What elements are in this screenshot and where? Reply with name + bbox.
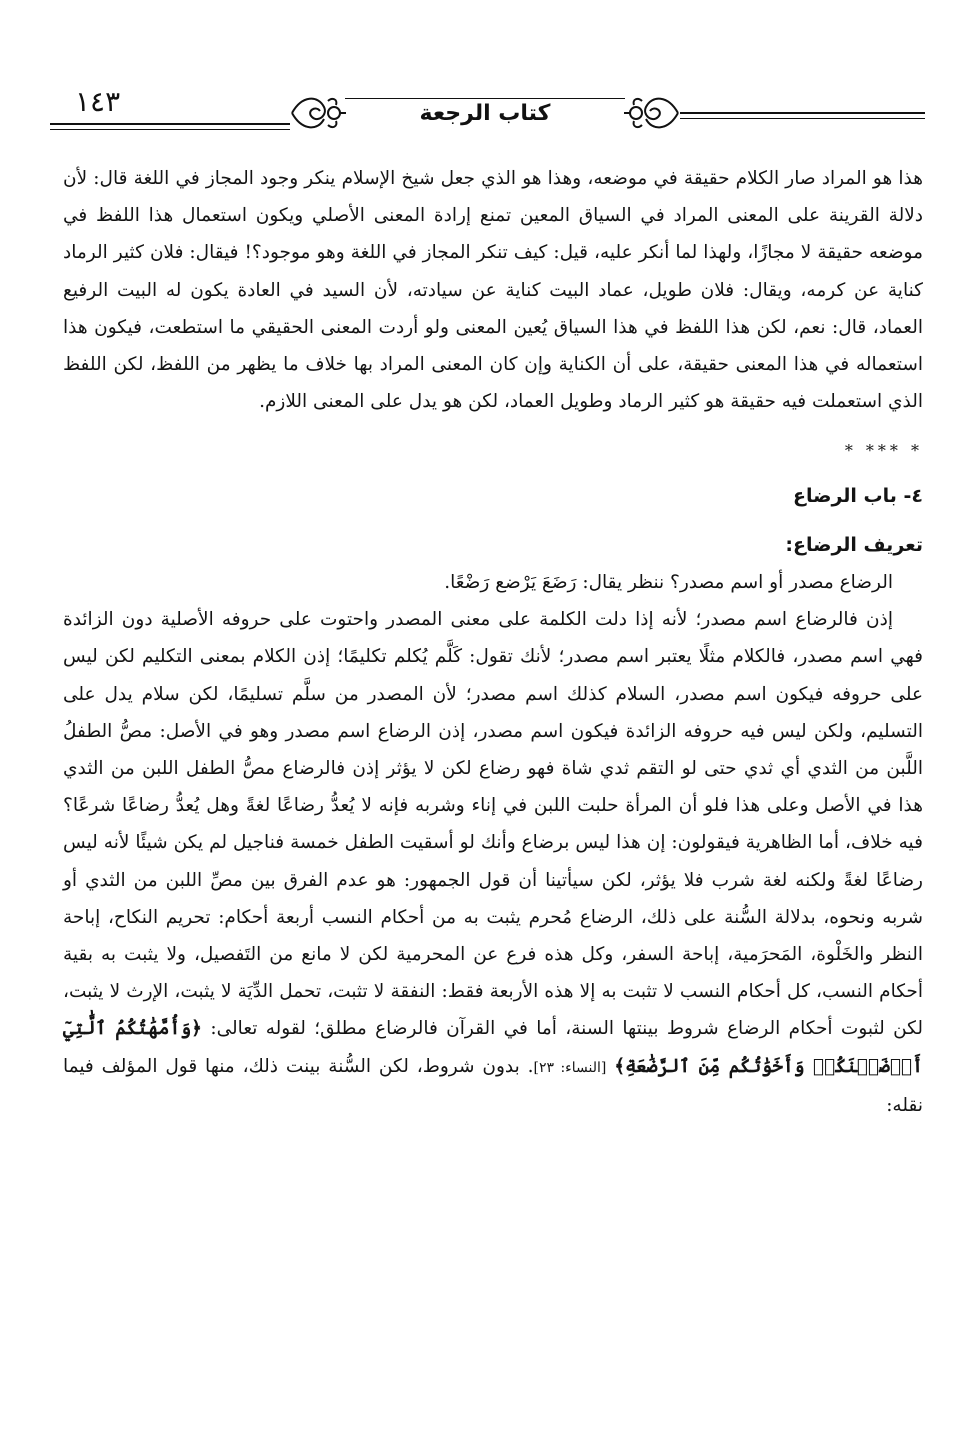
paragraph-with-verse [63,601,923,1124]
page-number: ١٤٣ [75,85,121,118]
body-text [63,160,923,1124]
header-rule-right-thin [680,118,925,119]
book-title: كتاب الرجعة [419,101,551,126]
page-header [40,85,925,145]
header-rule-left [50,123,290,125]
header-rule-left-thin [50,129,290,130]
surah-reference: [النساء: ٢٣] [533,1059,607,1076]
paragraph: هذا هو المراد صار الكلام حقيقة في موضعه، وهذا هو الذي جعل شيخ الإسلام ينكر وجود المجاز في اللغة قال: لأن دلالة القرينة على المعنى المراد في السياق المعين تمنع إرادة المعنى الأصلي ويكون استعمال هذا اللفظ في موضعه حقيقة لا مجازًا، ولهذا لما أنكر عليه، قيل: كيف تنكر المجاز في اللغة وهو موجود؟! فيقال: فلان كثير الرماد كناية عن كرمه، ويقال: فلان طويل، عماد البيت كناية عن سيادته، لأن السيد في العادة يكون له البيت الرفيع العماد، قال: نعم، لكن هذا اللفظ في هذا السياق يُعين المعنى ولو أردت المعنى الحقيقي ما استطعت، فيكون هذا استعماله في هذا المعنى حقيقة، على أن الكناية وإن كان المعنى المراد بها خلاف ما يظهر من اللفظ، لكن اللفظ الذي استعملت فيه حقيقة هو كثير الرماد وطويل العماد، لكن هو يدل على المعنى اللازم. [63,168,923,413]
quran-verse: ﴿وَأُمَّهَٰتُكُمُ ٱلَّٰتِيٓ أَرۡضَعۡنَكُمۡ وَأَخَوَٰتُكُم مِّنَ ٱلرَّضَٰعَةِ﴾ [63,1018,923,1077]
paragraph-text: إذن فالرضاع اسم مصدر؛ لأنه إذا دلت الكلمة على معنى المصدر واحتوت على حروفه الأصلية دون الزائدة فهي اسم مصدر، فالكلام مثلًا يعتبر اسم مصدر؛ لأنك تقول: كَلَّم يُكلم تكليمًا؛ إذن الكلام بمعنى التكليم لكن ليس على حروفه فيكون اسم مصدر، السلام كذلك اسم مصدر؛ لأن المصدر من سلَّم تسليمًا، لكن سلام يدل على التسليم، ولكن ليس فيه حروفه الزائدة فيكون اسم مصدر، إذن الرضاع اسم مصدر وهو في الأصل: مصُّ الطفلُ اللَّبن من الثدي أي ثدي حتى لو التقم ثدي شاة فهو رضاع لكن لا يؤثر إذن فالرضاع مصُّ الطفل اللبن من الثدي هذا في الأصل وعلى هذا فلو أن المرأة حلبت اللبن في إناء وشربه فإنه لا يُعدُّ رضاعًا لغةً وهل يُعدُّ رضاعًا شرعًا؟ فيه خلاف، أما الظاهرية فيقولون: إن هذا ليس برضاع وأنك لو أسقيت الطفل خمسة فناجيل لم يكن شيئًا لأنه ليس رضاعًا لغةً ولكنه لغة شرب فلا يؤثر، لكن سيأتينا أن قول الجمهور: هو عدم الفرق بين مصِّ اللبن من الثدي أو شربه ونحوه، بدلالة السُّنة على ذلك، الرضاع مُحرم يثبت به من أحكام النسب أربعة أحكام: تحريم النكاح، إباحة النظر والخَلْوة، المَحرَمية، إباحة السفر، وكل هذه فرع عن المحرمية لكن لا مانع من التَفصيل، ولا يثبت به بقية أحكام النسب، كل أحكام النسب لا تثبت به إلا هذه الأربعة فقط: النفقة لا تثبت، تحمل الدِّيَة لا يثبت، الإرث لا يثبت، لكن لثبوت أحكام الرضاع شروط بينتها السنة، أما في القرآن فالرضاع مطلق؛ لقوله تعالى: [63,609,924,1040]
chapter-title: ٤- باب الرضاع [792,484,923,507]
section-separator: * *** * [844,441,923,461]
header-rule-right [680,112,925,114]
ornament-right-icon [622,89,682,137]
ornament-left-icon [288,89,348,137]
header-rule-center [345,98,625,99]
closing-text: . بدون شروط، لكن السُّنة بينت ذلك، منها قول المؤلف فيما نقله: [63,1055,923,1116]
paragraph: الرضاع مصدر أو اسم مصدر؟ ننظر يقال: رَضَعَ يَرْضع رَضْعًا. [444,572,893,594]
subheading: تعريف الرضاع: [785,533,923,556]
